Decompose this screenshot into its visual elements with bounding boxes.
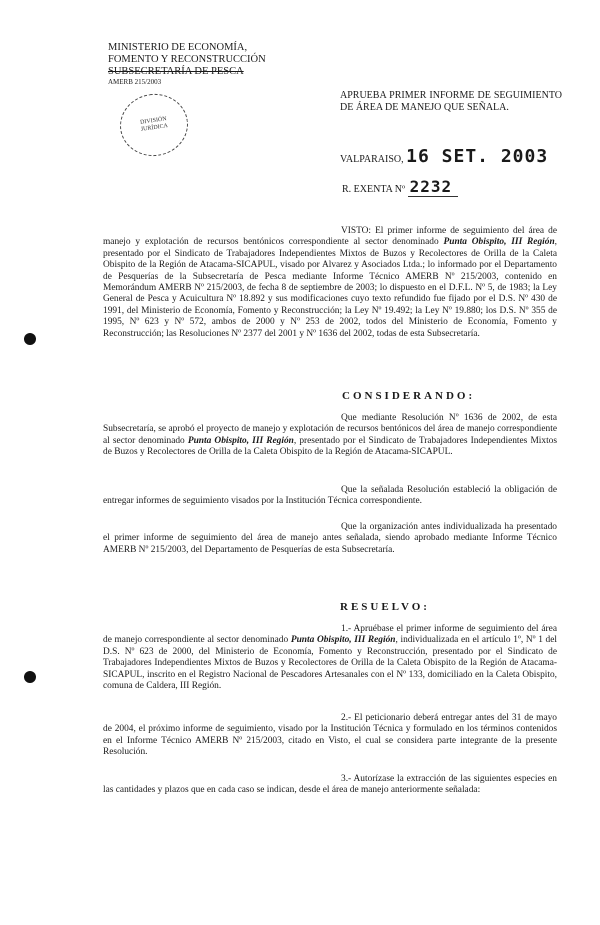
binder-hole-top bbox=[24, 333, 36, 345]
header-line-4: AMERB 215/2003 bbox=[108, 78, 162, 86]
header-line-3: SUBSECRETARÍA DE PESCA bbox=[108, 66, 244, 77]
considerando-1-text-b: , presentado por el Sindicato de Trabajadores Independientes Mixtos de Buzos y Recolectores de Orilla de la Caleta Obispito de la Región de Atacama-SICAPUL. bbox=[103, 435, 558, 458]
considerando-1 bbox=[103, 413, 557, 459]
place: VALPARAISO, bbox=[340, 154, 404, 165]
resuelvo-2: 2.- El peticionario deberá entregar antes del 31 de mayo de 2004, el próximo informe de seguimiento, visado por la Institución Técnica y formulado en los términos contenidos en el Informe Técnico AMERB Nº 215/2003, citado en Visto, el cual se considera parte integrante de la presente Resolución. bbox=[103, 713, 557, 758]
visto-text-2: , presentado por el Sindicato de Trabajadores Independientes Mixtos de Buzos y Recolectores de Orilla de la Caleta Obispito de la Región de Atacama-SICAPUL, visado por Alvarez y Asociados Ltda.; lo informado por el Departamento de Pesquerías de la Subsecretaría de Pesca mediante Informe Técnico AMERB Nº 215/2003, contenido en Memorándum AMERB Nº 215/2003, de fecha 8 de septiembre de 2003; lo dispuesto en el D.F.L. Nº 5, de 1983; la Ley General de Pesca y Acuicultura Nº 18.892 y sus modificaciones cuyo texto refundido fue fijado por el D.S. Nº 430 de 1991, del Ministerio de Economía, Fomento y Reconstrucción; la Ley Nº 19.492; la Ley Nº 19.880; los D.S. Nº 355 de 1995, Nº 623 y Nº 572, ambos de 2000 y Nº 253 de 2002, todos del Ministerio de Economía, Fomento y Reconstrucción; las Resoluciones Nº 2377 del 2001 y Nº 1636 del 2002, todas de esta Subsecretaría. bbox=[103, 237, 558, 339]
resuelvo-3: 3.- Autorízase la extracción de las siguientes especies en las cantidades y plazos que en cada caso se indican, desde el área de manejo anteriormente señalada: bbox=[103, 774, 557, 796]
considerando-1-text-a: Que mediante Resolución Nº 1636 de 2002, de esta Subsecretaría, se aprobó el proyecto de manejo y explotación de recursos bentónicos del área de manejo correspondiente al sector denominado bbox=[103, 413, 557, 446]
considerando-heading: CONSIDERANDO: bbox=[342, 390, 476, 402]
resolution-value: 2232 bbox=[408, 177, 459, 197]
considerando-3: Que la organización antes individualizada ha presentado el primer informe de seguimiento del área de manejo antes señalada, siendo aprobado mediante Informe Técnico AMERB Nº 215/2003, del Departamento de Pesquerías de esta Subsecretaría. bbox=[103, 522, 557, 555]
resuelvo-1 bbox=[103, 624, 557, 692]
ministry-header bbox=[108, 42, 348, 86]
binder-hole-bottom bbox=[24, 671, 36, 683]
office-stamp bbox=[116, 90, 192, 161]
stamp-line-2: JURÍDICA bbox=[140, 123, 169, 133]
header-line-2: FOMENTO Y RECONSTRUCCIÓN bbox=[108, 54, 266, 65]
resuelvo-heading: RESUELVO: bbox=[340, 601, 430, 613]
resuelvo-1-sector: Punta Obispito, III Región bbox=[290, 635, 396, 646]
considerando-1-sector: Punta Obispito, III Región bbox=[187, 435, 294, 446]
date-stamp: 16 SET. 2003 bbox=[406, 146, 549, 167]
resolution-number bbox=[342, 177, 542, 197]
visto-paragraph bbox=[103, 226, 557, 340]
header-line-1: MINISTERIO DE ECONOMÍA, bbox=[108, 42, 248, 53]
visto-text-1: VISTO: El primer informe de seguimiento del área de manejo y explotación de recursos bentónicos correspondiente al sector denominado bbox=[103, 226, 557, 248]
resolution-label: R. EXENTA Nº bbox=[342, 184, 406, 195]
resuelvo-1-text-b: , individualizada en el artículo 1º, Nº 1 del D.S. Nº 623 de 2000, del Ministerio de Economía, Fomento y Reconstrucción, presentado por el Sindicato de Trabajadores Independientes Mixtos de Buzos y Recolectores de Orilla de la Caleta Obispito de la Región de Atacama-SICAPUL, inscrito en el Registro Nacional de Pescadores Artesanales con el Nº 133, domiciliado en la Caleta Obispito, comuna de Caldera, III Región. bbox=[103, 635, 558, 692]
place-date bbox=[340, 146, 570, 167]
stamp-line-1: DIVISIÓN bbox=[139, 116, 168, 126]
document-subject: APRUEBA PRIMER INFORME DE SEGUIMIENTO DE ÁREA DE MANEJO QUE SEÑALA. bbox=[340, 90, 562, 113]
considerando-2: Que la señalada Resolución estableció la obligación de entregar informes de seguimiento visados por la Institución Técnica correspondiente. bbox=[103, 485, 557, 507]
resuelvo-1-text-a: 1.- Apruébase el primer informe de seguimiento del área de manejo correspondiente al sector denominado bbox=[103, 624, 557, 646]
visto-sector: Punta Obispito, III Región bbox=[443, 237, 555, 248]
